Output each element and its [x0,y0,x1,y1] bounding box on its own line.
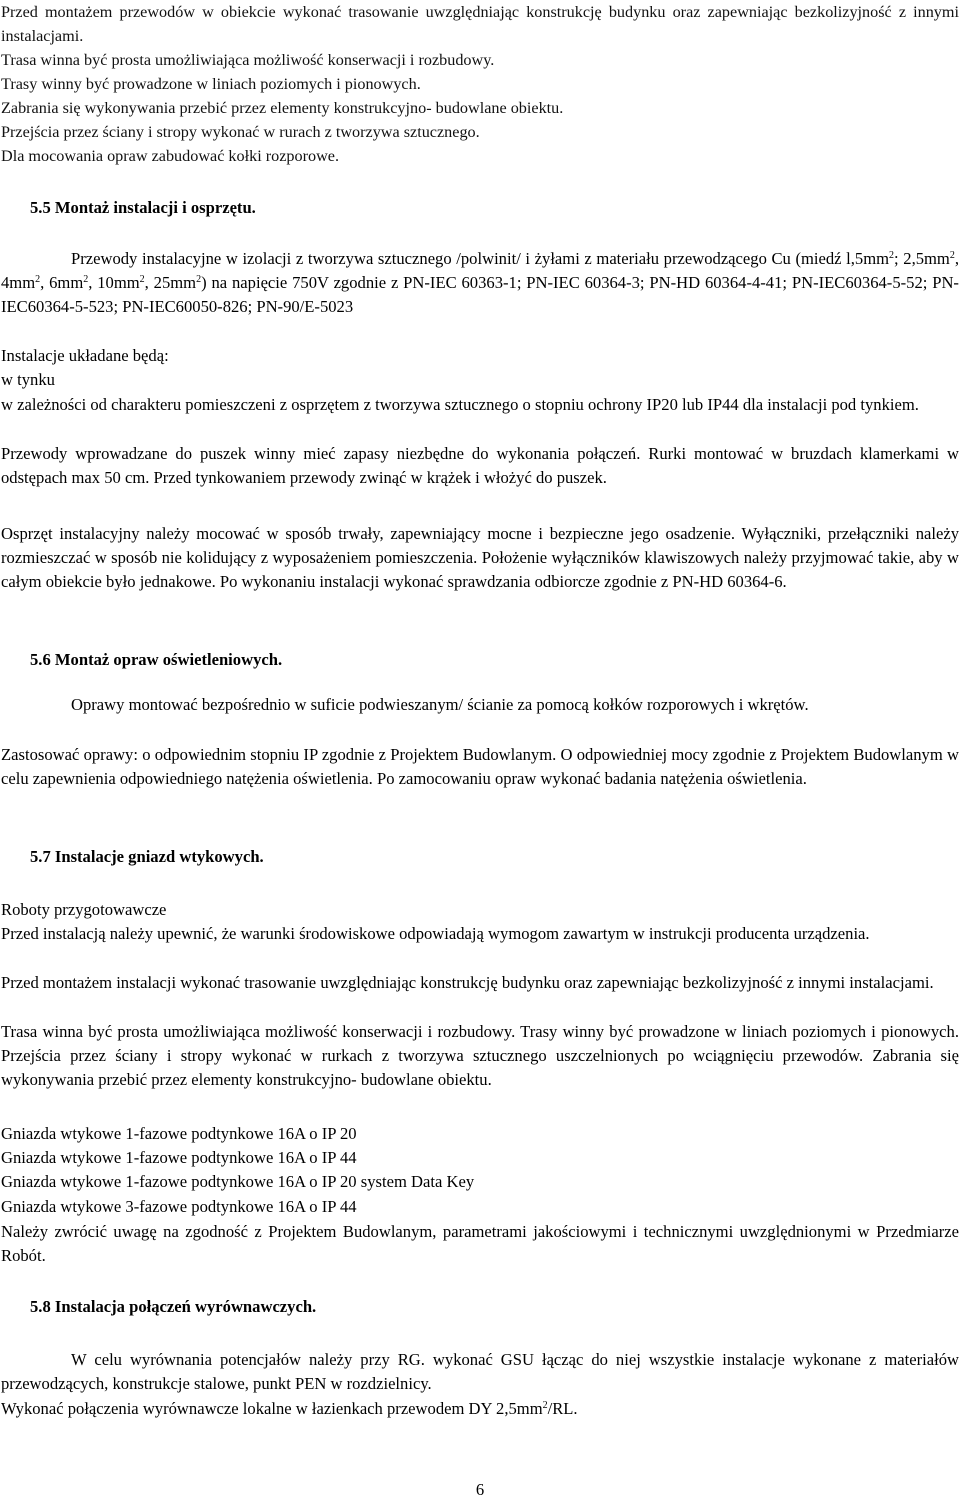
text-line: w tynku [1,370,55,389]
socket-item: Gniazda wtykowe 3-fazowe podtynkowe 16A o IP 44 [1,1197,357,1216]
superscript: 2 [949,250,955,261]
superscript: 2 [83,274,89,285]
section-heading: 5.8 Instalacja połączeń wyrównawczych. [30,1297,317,1316]
section-heading: 5.6 Montaż opraw oświetleniowych. [30,650,283,669]
section-heading: 5.5 Montaż instalacji i osprzętu. [30,198,256,217]
superscript: 2 [889,250,895,261]
text-line: Dla mocowania opraw zabudować kołki rozporowe. [1,147,340,165]
socket-item: Gniazda wtykowe 1-fazowe podtynkowe 16A o IP 44 [1,1148,357,1167]
paragraph: Osprzęt instalacyjny należy mocować w sposób trwały, zapewniający mocne i bezpieczne jego osadzenie. Wyłączniki, przełączniki należy rozmieszczać w sposób nie kolidujący z wyposażeniem pomieszczenia. Położenie wyłączników klawiszowych należy przyjmować takie, aby w całym obiekcie było jednakowe. Po wykonaniu instalacji wykonać sprawdzania odbiorcze zgodnie z PN-HD 60364-6. [1,524,959,591]
text-line [1,1397,959,1421]
superscript: 2 [542,1400,548,1411]
text-run: Wykonać połączenia wyrównawcze lokalne w łazienkach przewodem DY 2,5mm [1,1399,543,1418]
text-line: Zabrania się wykonywania przebić przez elementy konstrukcyjno- budowlane obiektu. [1,99,564,117]
paragraph: Oprawy montować bezpośrednio w suficie podwieszanym/ ścianie za pomocą kołków rozporowych i wkrętów. [71,695,809,714]
paragraph: Przed instalacją należy upewnić, że warunki środowiskowe odpowiadają wymogom zawartym w instrukcji producenta urządzenia. [1,924,870,943]
paragraph: w zależności od charakteru pomieszczeni z osprzętem z tworzywa sztucznego o stopniu ochrony IP20 lub IP44 dla instalacji pod tynkiem. [1,395,919,414]
text-line: Instalacje układane będą: [1,346,169,365]
page-number: 6 [475,1480,485,1499]
socket-item: Gniazda wtykowe 1-fazowe podtynkowe 16A o IP 20 system Data Key [1,1172,475,1191]
superscript: 2 [196,274,202,285]
text-run: /RL. [547,1399,578,1418]
text-run: , 10mm [88,273,140,292]
text-run: ; 2,5mm [894,249,950,268]
paragraph: Przed montażem przewodów w obiekcie wykonać trasowanie uwzględniając konstrukcję budynku oraz zapewniając bezkolizyjność z innymi instalacjami. [1,3,959,45]
text-line: Roboty przygotowawcze [1,900,167,919]
superscript: 2 [139,274,145,285]
text-run: , 4mm [1,249,959,292]
socket-item: Gniazda wtykowe 1-fazowe podtynkowe 16A o IP 20 [1,1124,357,1143]
paragraph: Przed montażem instalacji wykonać trasowanie uwzględniając konstrukcję budynku oraz zapewniając bezkolizyjność z innymi instalacjami. [1,973,934,992]
paragraph: Przewody wprowadzane do puszek winny mieć zapasy niezbędne do wykonania połączeń. Rurki montować w bruzdach klamerkami w odstępach max 50 cm. Przed tynkowaniem przewody zwinąć w krążek i włożyć do puszek. [1,444,959,487]
text-run: ) na napięcie 750V zgodnie z PN-IEC 60363-1; PN-IEC 60364-3; PN-HD 60364-4-41; PN-IEC60364-5-52; PN-IEC60364-5-523; PN-IEC60050-826; PN-90/E-5023 [1,273,959,316]
superscript: 2 [35,274,41,285]
paragraph: W celu wyrównania potencjałów należy przy RG. wykonać GSU łącząc do niej wszystkie instalacje wykonane z materiałów przewodzących, konstrukcje stalowe, punkt PEN w rozdzielnicy. [1,1350,959,1393]
paragraph [1,247,959,319]
text-run: , 25mm [144,273,197,292]
section-heading: 5.7 Instalacje gniazd wtykowych. [30,847,264,866]
paragraph: Zastosować oprawy: o odpowiednim stopniu IP zgodnie z Projektem Budowlanym. O odpowiedniej mocy zgodnie z Projektem Budowlanym w celu zapewnienia odpowiedniego natężenia oświetlenia. Po zamocowaniu opraw wykonać badania natężenia oświetlenia. [1,745,959,788]
text-line: Trasy winny być prowadzone w liniach poziomych i pionowych. [1,75,421,93]
paragraph: Trasa winna być prosta umożliwiająca możliwość konserwacji i rozbudowy. Trasy winny być prowadzone w liniach poziomych i pionowych. Przejścia przez ściany i stropy wykonać w rurkach z tworzywa sztucznego uszczelnionych po wciągnięciu przewodów. Zabrania się wykonywania przebić przez elementy konstrukcyjno- budowlane obiektu. [1,1022,959,1089]
text-line: Trasa winna być prosta umożliwiająca możliwość konserwacji i rozbudowy. [1,51,495,69]
paragraph: Należy zwrócić uwagę na zgodność z Projektem Budowlanym, parametrami jakościowymi i technicznymi uwzględnionymi w Przedmiarze Robót. [1,1222,959,1265]
text-run: , 6mm [40,273,84,292]
text-line: Przejścia przez ściany i stropy wykonać w rurach z tworzywa sztucznego. [1,123,480,141]
text-run: Przewody instalacyjne w izolacji z tworzywa sztucznego /polwinit/ i żyłami z materiału przewodzącego Cu (miedź l,5mm [71,249,890,268]
